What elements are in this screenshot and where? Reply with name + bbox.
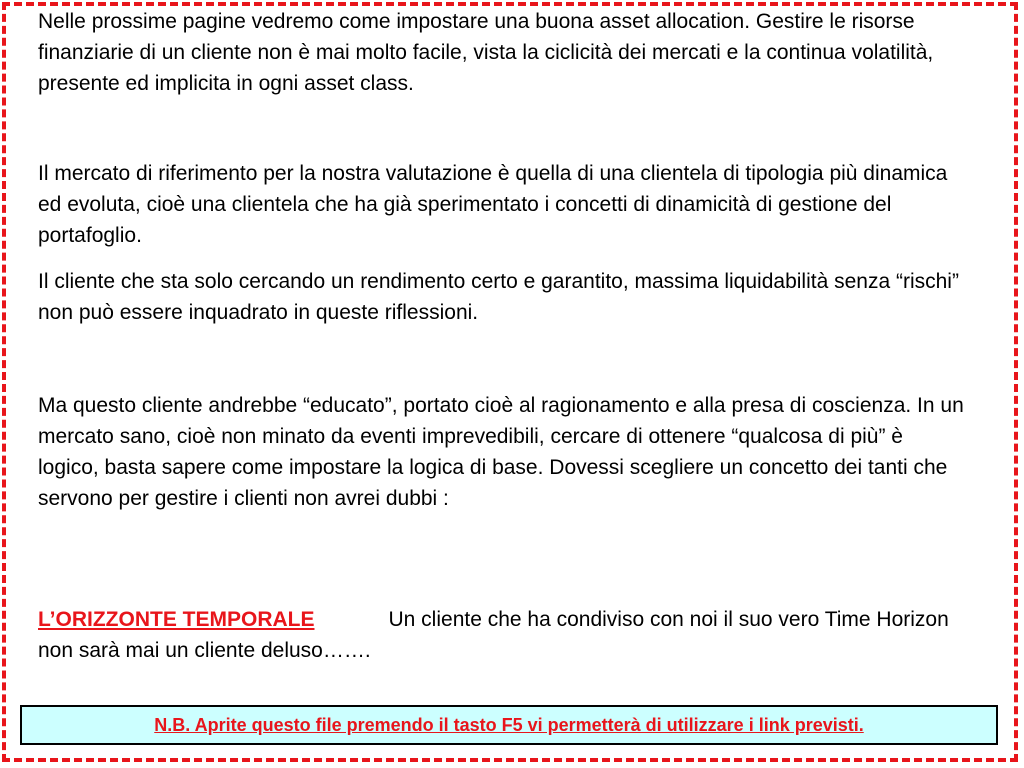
paragraph-intro: Nelle prossime pagine vedremo come impostare una buona asset allocation. Gestire le risorse finanziarie di un cliente non è mai molto facile, vista la ciclicità dei mercati e la continua volatilità, presente ed implicita in ogni asset class. bbox=[38, 10, 934, 95]
paragraph-safe-client: Il cliente che sta solo cercando un rendimento certo e garantito, massima liquidabilità senza “rischi” non può essere inquadrato in queste riflessioni. bbox=[38, 270, 959, 324]
paragraph-target-market: Il mercato di riferimento per la nostra valutazione è quella di una clientela di tipologia più dinamica ed evoluta, cioè una clientela che ha già sperimentato i concetti di dinamicità di gestione del portafoglio. bbox=[38, 162, 948, 247]
paragraph-time-horizon bbox=[38, 604, 968, 666]
paragraph-education: Ma questo cliente andrebbe “educato”, portato cioè al ragionamento e alla presa di coscienza. In un mercato sano, cioè non minato da eventi imprevedibili, cercare di ottenere “qualcosa di più” è logico, basta sapere come impostare la logica di base. Dovessi scegliere un concetto dei tanti che servono per gestire i clienti non avrei dubbi : bbox=[38, 394, 964, 510]
note-box bbox=[20, 705, 998, 745]
time-horizon-text: Un cliente che ha condiviso con noi il suo vero Time Horizon non sarà mai un cliente deluso……. bbox=[38, 608, 949, 662]
time-horizon-heading: L’ORIZZONTE TEMPORALE bbox=[38, 608, 315, 631]
note-link[interactable]: N.B. Aprite questo file premendo il tasto F5 vi permetterà di utilizzare i link previsti. bbox=[154, 714, 864, 735]
